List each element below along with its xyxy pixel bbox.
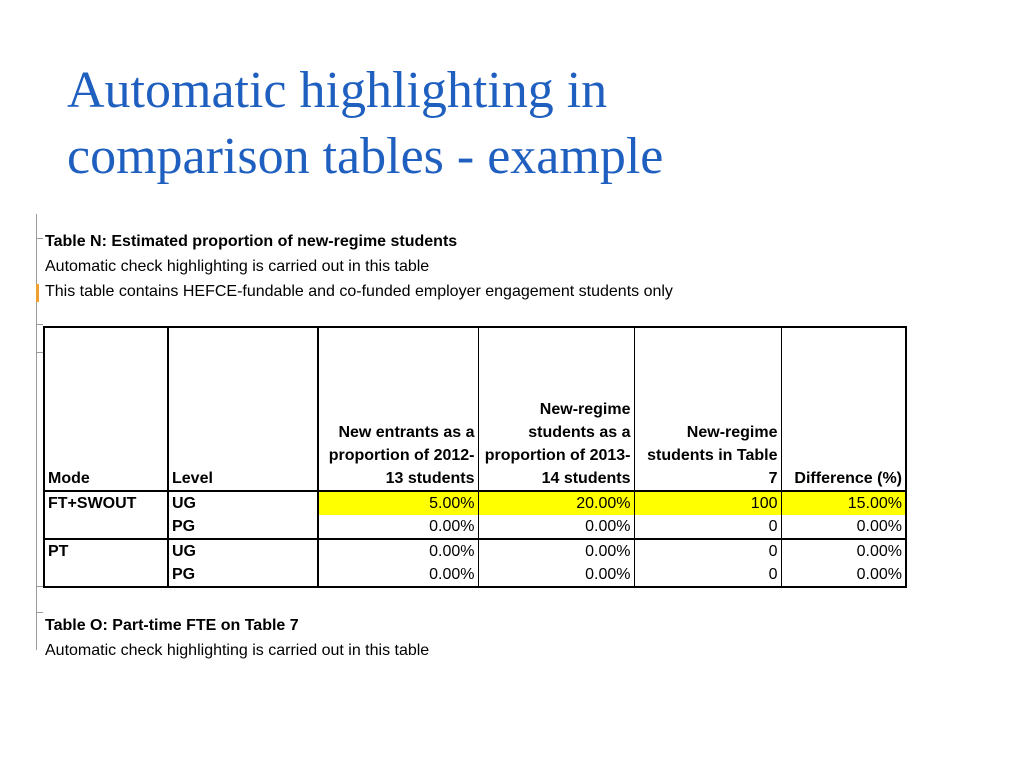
slide-title-line2: comparison tables - example (67, 128, 664, 185)
cell-new-regime-proportion[interactable]: 20.00% (478, 491, 634, 515)
row-tick (36, 352, 43, 353)
table-row (44, 563, 906, 587)
slide-title-line1: Automatic highlighting in (67, 62, 608, 119)
table-n-note-1: Automatic check highlighting is carried out in this table (45, 258, 430, 275)
table-row (44, 491, 906, 515)
cell-level[interactable]: UG (168, 491, 318, 515)
selected-row-marker (36, 284, 39, 302)
cell-new-regime-table7[interactable]: 0 (634, 563, 781, 587)
cell-mode[interactable]: PT (48, 543, 69, 560)
cell-new-regime-table7[interactable]: 0 (634, 539, 781, 563)
cell-difference[interactable]: 0.00% (781, 563, 906, 587)
cell-new-entrants[interactable]: 0.00% (318, 539, 478, 563)
cell-new-regime-proportion[interactable]: 0.00% (478, 515, 634, 539)
cell-new-regime-proportion[interactable]: 0.00% (478, 563, 634, 587)
row-tick (36, 324, 43, 325)
table-header-row (44, 327, 906, 491)
cell-difference[interactable]: 15.00% (781, 491, 906, 515)
cell-difference[interactable]: 0.00% (781, 515, 906, 539)
cell-new-entrants[interactable]: 0.00% (318, 515, 478, 539)
row-tick (36, 586, 43, 587)
cell-new-regime-proportion[interactable]: 0.00% (478, 539, 634, 563)
col-header-new-regime-proportion[interactable]: New-regime students as a proportion of 2013-14 students (478, 327, 634, 491)
table-o-title: Table O: Part-time FTE on Table 7 (45, 617, 299, 634)
cell-mode[interactable] (44, 515, 168, 539)
cell-level[interactable]: PG (168, 515, 318, 539)
comparison-table (43, 326, 907, 588)
cell-mode[interactable] (44, 563, 168, 587)
col-header-new-entrants[interactable]: New entrants as a proportion of 2012-13 students (318, 327, 478, 491)
cell-level[interactable]: UG (168, 539, 318, 563)
table-row (44, 515, 906, 539)
slide-title (67, 58, 967, 190)
table-n-title: Table N: Estimated proportion of new-regime students (45, 233, 458, 250)
table-n-note-2: This table contains HEFCE-fundable and co-funded employer engagement students only (45, 283, 673, 300)
cell-new-entrants[interactable]: 0.00% (318, 563, 478, 587)
cell-mode[interactable]: FT+SWOUT (48, 495, 137, 512)
col-header-mode[interactable]: Mode (44, 327, 168, 491)
cell-new-regime-table7[interactable]: 100 (634, 491, 781, 515)
cell-level[interactable]: PG (168, 563, 318, 587)
cell-new-regime-table7[interactable]: 0 (634, 515, 781, 539)
col-header-level[interactable]: Level (168, 327, 318, 491)
row-tick (36, 612, 43, 613)
col-header-difference[interactable]: Difference (%) (781, 327, 906, 491)
row-header-border (36, 214, 37, 650)
row-tick (36, 238, 43, 239)
table-o-note-1: Automatic check highlighting is carried out in this table (45, 642, 430, 659)
col-header-new-regime-table7[interactable]: New-regime students in Table 7 (634, 327, 781, 491)
table-row (44, 539, 906, 563)
spreadsheet-screenshot (36, 214, 936, 659)
cell-difference[interactable]: 0.00% (781, 539, 906, 563)
cell-new-entrants[interactable]: 5.00% (318, 491, 478, 515)
